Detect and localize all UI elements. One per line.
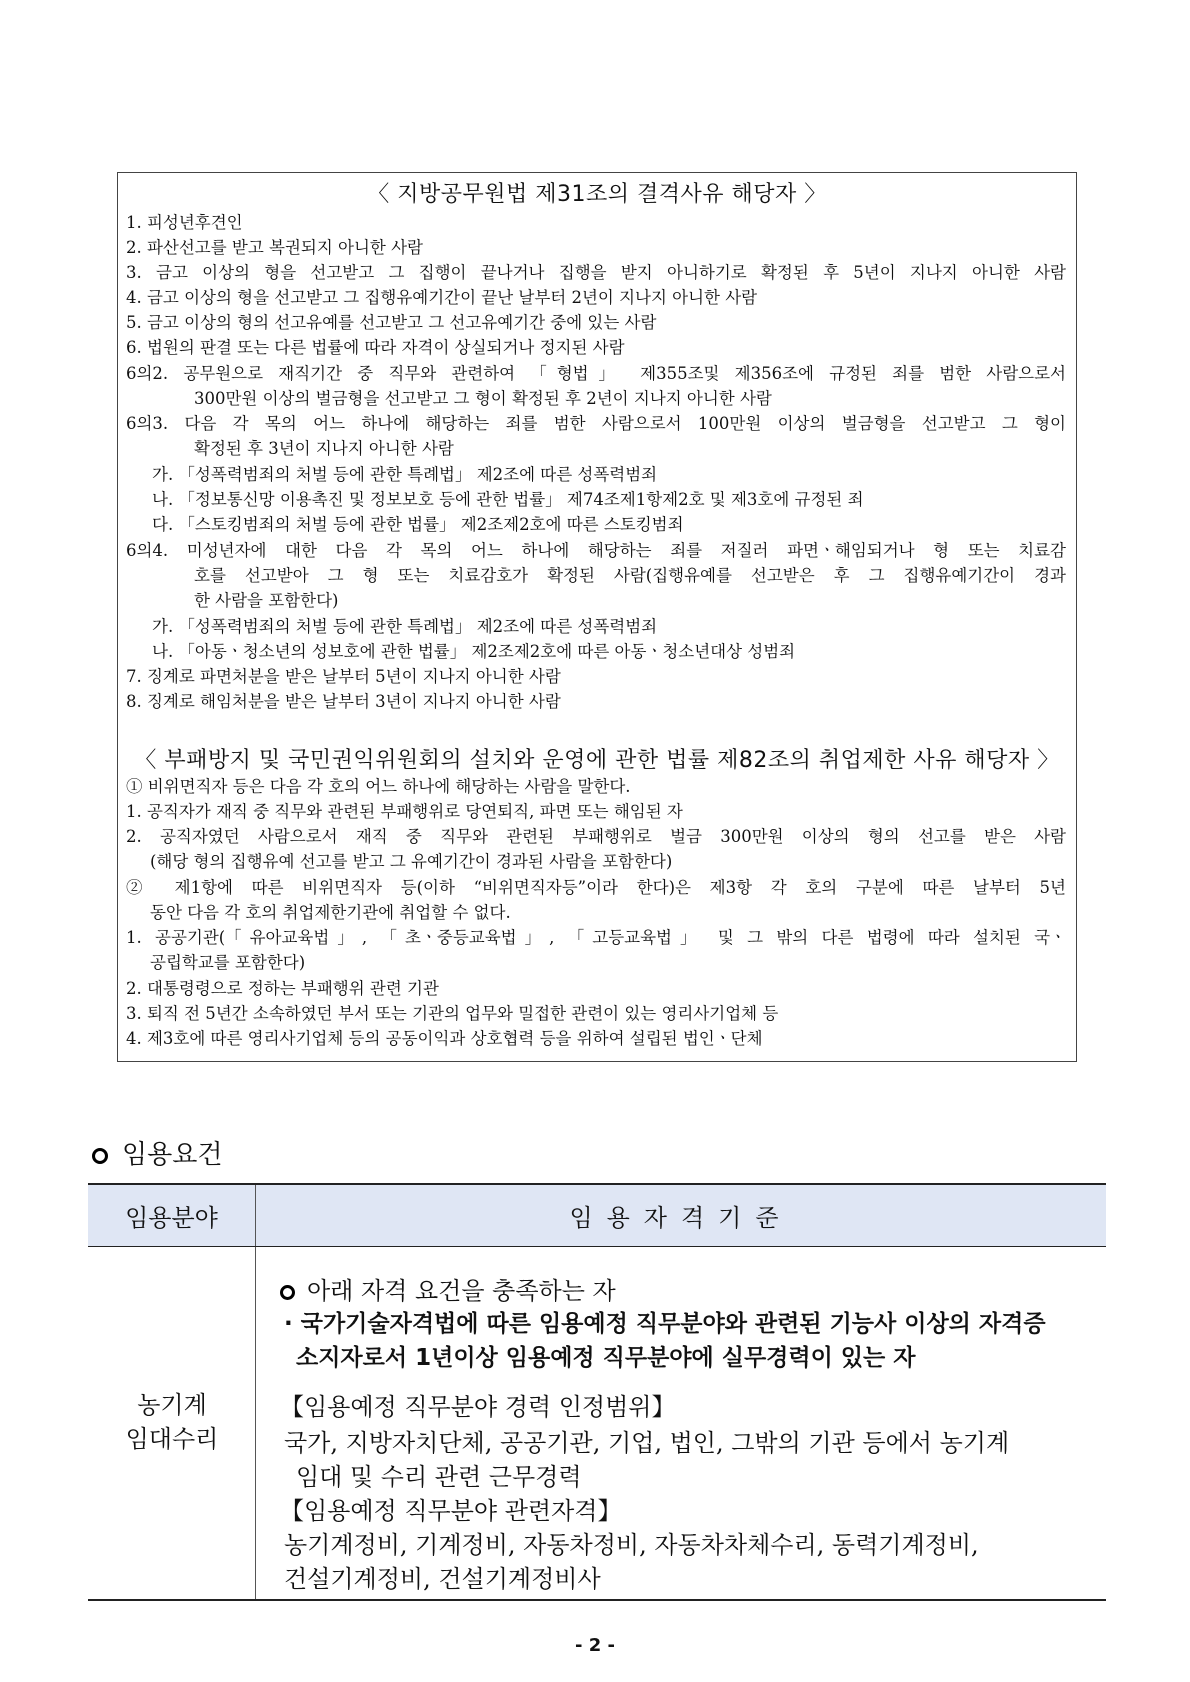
list-item-cont: 동안 다음 각 호의 취업제한기관에 취업할 수 없다. [150, 903, 511, 922]
field-cell [88, 1247, 256, 1599]
requirement-title [280, 1279, 616, 1303]
cert-line2: 건설기계정비, 건설기계정비사 [284, 1565, 601, 1593]
list-item: ① 비위면직자 등은 다음 각 호의 어느 하나에 해당하는 사람을 말한다. [126, 777, 631, 796]
field-name-line2: 임대수리 [125, 1425, 219, 1453]
sub-item: 다. 「스토킹범죄의 처벌 등에 관한 법률」 제2조제2호에 따른 스토킹범죄 [152, 515, 684, 534]
sub-item: 나. 「정보통신망 이용촉진 및 정보보호 등에 관한 법률」 제74조제1항제2호 및 제3호에 규정된 죄 [152, 490, 864, 509]
requirement-title-text: 아래 자격 요건을 충족하는 자 [307, 1277, 616, 1305]
list-item: 1. 공직자가 재직 중 직무와 관련된 부패행위로 당연퇴직, 파면 또는 해임된 자 [126, 802, 683, 821]
list-item: 8. 징계로 해임처분을 받은 날부터 3년이 지나지 아니한 사람 [126, 692, 561, 711]
sub-item: 가. 「성폭력범죄의 처벌 등에 관한 특례법」 제2조에 따른 성폭력범죄 [152, 617, 658, 636]
list-item-cont: 공립학교를 포함한다) [150, 953, 306, 972]
box-heading-anti-corruption: 〈 부패방지 및 국민권익위원회의 설치와 운영에 관한 법률 제82조의 취업제한 사유 해당자 〉 [134, 748, 1060, 773]
list-item: 1. 공공기관(「유아교육법」, 「초ㆍ중등교육법」, 「고등교육법」 및 그 밖의 다른 법령에 따라 설치된 국ㆍ [126, 928, 1066, 947]
table-row [88, 1247, 1106, 1601]
list-item-cont: 확정된 후 3년이 지나지 아니한 사람 [194, 439, 454, 458]
requirement-line2: 소지자로서 1년이상 임용예정 직무분야에 실무경력이 있는 자 [296, 1345, 916, 1371]
scope-line2: 임대 및 수리 관련 근무경력 [296, 1463, 582, 1491]
scope-title: 【임용예정 직무분야 경력 인정범위】 [280, 1393, 676, 1421]
section-title: 임용요건 [122, 1140, 223, 1170]
disqualification-box [117, 172, 1077, 1062]
header-field: 임용분야 [88, 1185, 256, 1246]
scope-line1: 국가, 지방자치단체, 공공기관, 기업, 법인, 그밖의 기관 등에서 농기계 [284, 1429, 1010, 1457]
list-item: 1. 피성년후견인 [126, 213, 243, 232]
list-item: 3. 퇴직 전 5년간 소속하였던 부서 또는 기관의 업무와 밀접한 관련이 있는 영리사기업체 등 [126, 1004, 779, 1023]
list-item: 6의4. 미성년자에 대한 다음 각 목의 어느 하나에 해당하는 죄를 저질러 파면ㆍ해임되거나 형 또는 치료감 [126, 541, 1066, 560]
list-item: 5. 금고 이상의 형의 선고유예를 선고받고 그 선고유예기간 중에 있는 사람 [126, 313, 657, 332]
circle-bullet-icon [92, 1148, 108, 1164]
list-item: 2. 대통령령으로 정하는 부패행위 관련 기관 [126, 979, 439, 998]
box-heading-local-officials: 〈 지방공무원법 제31조의 결격사유 해당자 〉 [367, 182, 827, 207]
sub-item: 나. 「아동ㆍ청소년의 성보호에 관한 법률」 제2조제2호에 따른 아동ㆍ청소년대상 성범죄 [152, 642, 796, 661]
list-item: 4. 금고 이상의 형을 선고받고 그 집행유예기간이 끝난 날부터 2년이 지나지 아니한 사람 [126, 288, 758, 307]
page-number: - 2 - [575, 1635, 615, 1656]
list-item: 4. 제3호에 따른 영리사기업체 등의 공동이익과 상호협력 등을 위하여 설립된 법인ㆍ단체 [126, 1029, 763, 1048]
list-item: 7. 징계로 파면처분을 받은 날부터 5년이 지나지 아니한 사람 [126, 667, 561, 686]
list-item: 3. 금고 이상의 형을 선고받고 그 집행이 끝나거나 집행을 받지 아니하기로 확정된 후 5년이 지나지 아니한 사람 [126, 263, 1066, 282]
list-item: 6의3. 다음 각 목의 어느 하나에 해당하는 죄를 범한 사람으로서 100만원 이상의 벌금형을 선고받고 그 형이 [126, 414, 1066, 433]
sub-item: 가. 「성폭력범죄의 처벌 등에 관한 특례법」 제2조에 따른 성폭력범죄 [152, 465, 658, 484]
circle-bullet-icon [280, 1285, 295, 1300]
list-item-cont: (해당 형의 집행유예 선고를 받고 그 유예기간이 경과된 사람을 포함한다) [150, 852, 673, 871]
list-item-cont: 300만원 이상의 벌금형을 선고받고 그 형이 확정된 후 2년이 지나지 아니한 사람 [194, 389, 772, 408]
table-header [88, 1183, 1106, 1247]
requirements-table [88, 1183, 1106, 1601]
list-item: ② 제1항에 따른 비위면직자 등(이하 “비위면직자등”이라 한다)은 제3항 각 호의 구분에 따른 날부터 5년 [126, 878, 1066, 897]
cert-line1: 농기계정비, 기계정비, 자동차정비, 자동차차체수리, 동력기계정비, [284, 1531, 979, 1559]
list-item: 2. 공직자였던 사람으로서 재직 중 직무와 관련된 부패행위로 벌금 300만원 이상의 형의 선고를 받은 사람 [126, 827, 1066, 846]
section-heading [92, 1134, 222, 1171]
header-criteria: 임용자격기준 [569, 1204, 793, 1232]
list-item: 6의2. 공무원으로 재직기간 중 직무와 관련하여 「형법」 제355조및 제356조에 규정된 죄를 범한 사람으로서 [126, 364, 1066, 383]
requirement-line1: · 국가기술자격법에 따른 임용예정 직무분야와 관련된 기능사 이상의 자격증 [284, 1311, 1046, 1337]
field-name-line1: 농기계 [137, 1391, 207, 1419]
list-item-cont: 호를 선고받아 그 형 또는 치료감호가 확정된 사람(집행유예를 선고받은 후 그 집행유예기간이 경과 [194, 566, 1066, 585]
cert-title: 【임용예정 직무분야 관련자격】 [280, 1497, 622, 1525]
list-item: 2. 파산선고를 받고 복권되지 아니한 사람 [126, 238, 423, 257]
list-item: 6. 법원의 판결 또는 다른 법률에 따라 자격이 상실되거나 정지된 사람 [126, 338, 625, 357]
list-item-cont: 한 사람을 포함한다) [194, 591, 339, 610]
